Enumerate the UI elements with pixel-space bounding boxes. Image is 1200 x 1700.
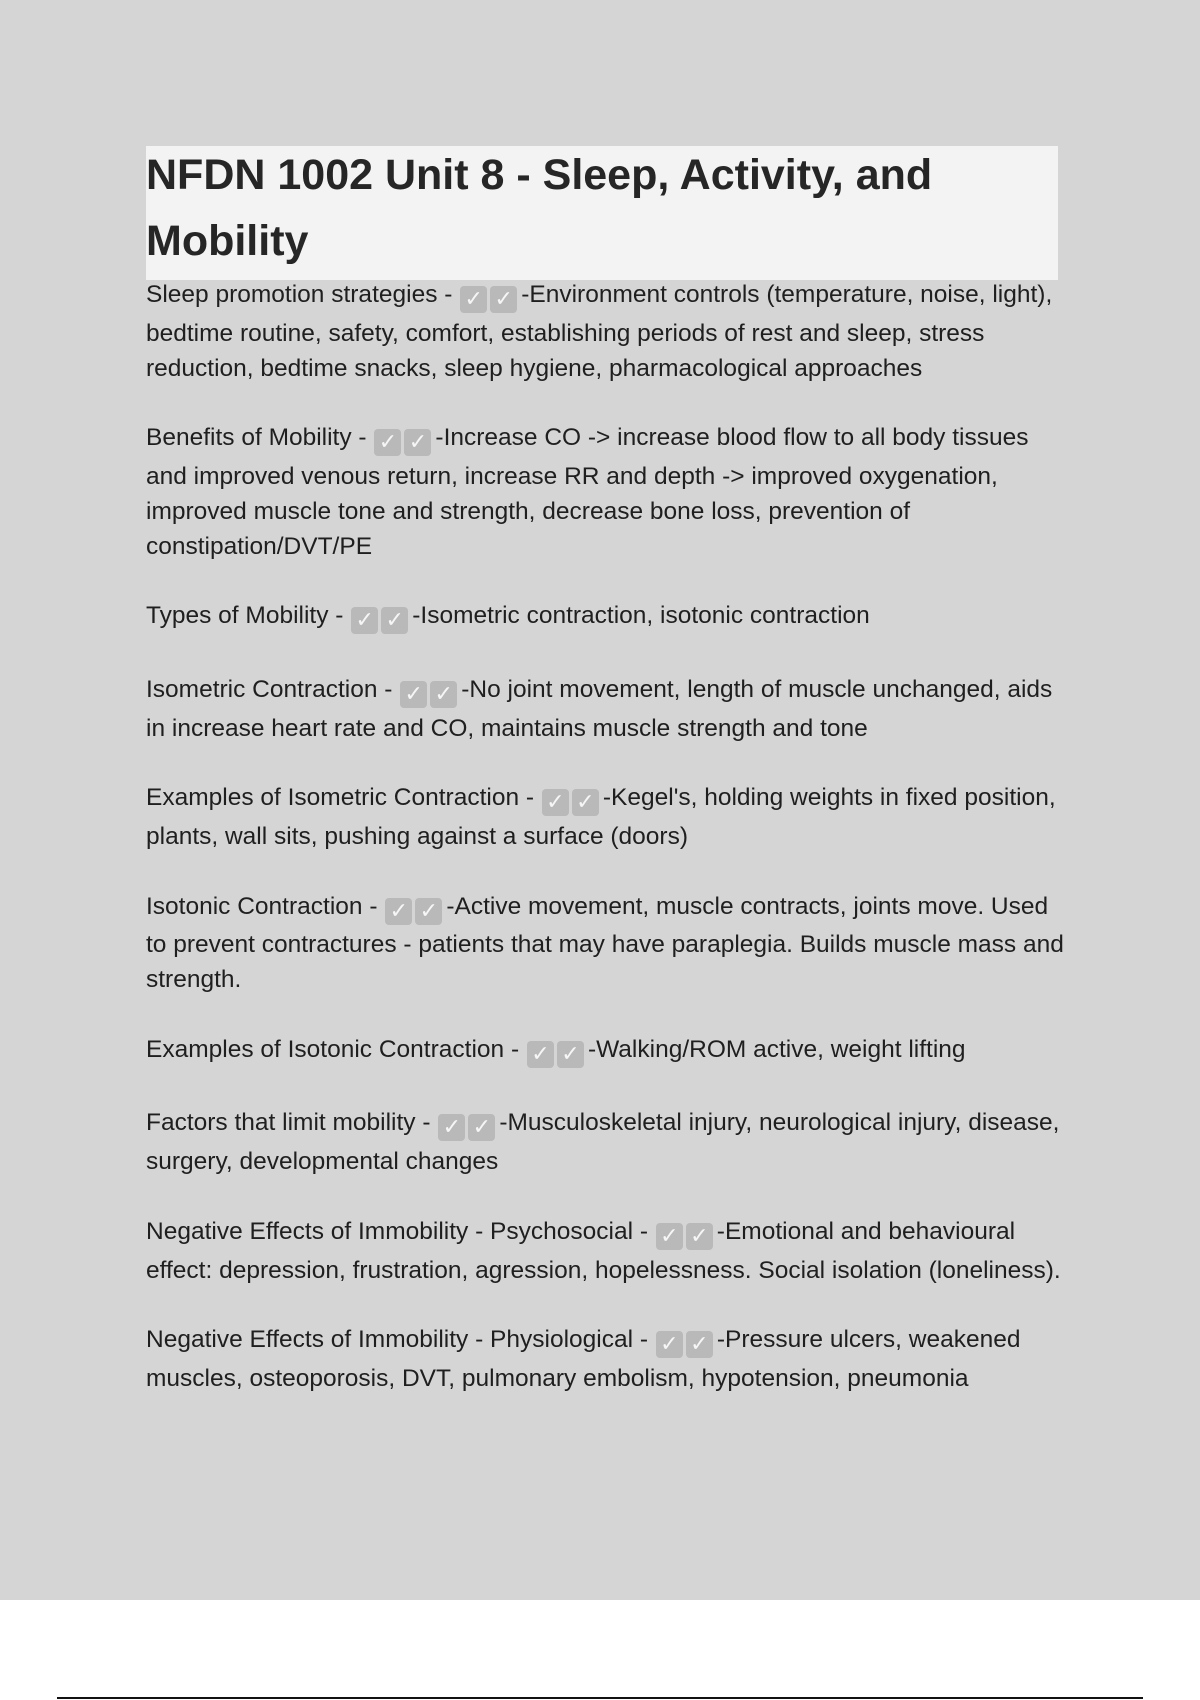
check-icon: ✓: [430, 681, 457, 708]
footer-divider: [57, 1697, 1143, 1699]
check-icon: ✓: [490, 286, 517, 313]
entry-definition: -Walking/ROM active, weight lifting: [587, 1035, 966, 1063]
check-icon: ✓: [400, 681, 427, 708]
check-icon: ✓: [527, 1041, 554, 1068]
double-check-icon: [438, 1110, 498, 1145]
double-check-icon: [656, 1219, 716, 1254]
flashcard-entry: [146, 781, 1066, 855]
check-icon: ✓: [404, 429, 431, 456]
double-check-icon: [542, 785, 602, 820]
check-icon: ✓: [686, 1223, 713, 1250]
flashcard-entry: [146, 1033, 1066, 1072]
entry-term: Benefits of Mobility -: [146, 424, 367, 452]
flashcard-entry: [146, 1323, 1066, 1397]
check-icon: ✓: [385, 898, 412, 925]
entry-definition: -No joint movement, length of muscle unchanged, aids in increase heart rate and CO, maintains muscle strength and tone: [146, 675, 1053, 742]
double-check-icon: [527, 1037, 587, 1072]
flashcard-entry: [146, 599, 1066, 638]
entry-definition: -Isometric contraction, isotonic contraction: [412, 602, 870, 630]
check-icon: ✓: [557, 1041, 584, 1068]
double-check-icon: [374, 425, 434, 460]
check-icon: ✓: [415, 898, 442, 925]
entry-term: Factors that limit mobility -: [146, 1109, 431, 1137]
entry-term: Sleep promotion strategies -: [146, 281, 453, 308]
check-icon: ✓: [438, 1114, 465, 1141]
page-title: NFDN 1002 Unit 8 - Sleep, Activity, and Mobility: [146, 151, 933, 265]
check-icon: ✓: [374, 429, 401, 456]
entry-definition: -Emotional and behavioural effect: depression, frustration, agression, hopelessness. Social isolation (loneliness).: [146, 1217, 1061, 1284]
entry-term: Isotonic Contraction -: [146, 892, 378, 920]
double-check-icon: [351, 603, 411, 638]
flashcard-entry: [146, 1106, 1066, 1180]
check-icon: ✓: [656, 1223, 683, 1250]
entry-term: Examples of Isotonic Contraction -: [146, 1035, 520, 1063]
double-check-icon: [385, 894, 445, 929]
flashcard-entry: [146, 890, 1066, 998]
flashcard-entry: [146, 1215, 1066, 1289]
entry-definition: -Environment controls (temperature, noise, light), bedtime routine, safety, comfort, establishing periods of rest and sleep, stress reduction, bedtime snacks, sleep hygiene, pharmacological approaches: [146, 281, 1053, 382]
flashcard-entry: [146, 278, 1066, 386]
check-icon: ✓: [460, 286, 487, 313]
check-icon: ✓: [468, 1114, 495, 1141]
check-icon: ✓: [656, 1331, 683, 1358]
entry-definition: -Increase CO -> increase blood flow to all body tissues and improved venous return, increase RR and depth -> improved oxygenation, improved muscle tone and strength, decrease bone loss, prevention of constipation/DVT/PE: [146, 424, 1029, 560]
entry-definition: -Musculoskeletal injury, neurological injury, disease, surgery, developmental changes: [146, 1109, 1060, 1176]
flashcard-entry: [146, 673, 1066, 747]
check-icon: ✓: [351, 607, 378, 634]
entry-term: Types of Mobility -: [146, 602, 344, 630]
flashcard-list: [146, 278, 1066, 1432]
check-icon: ✓: [686, 1331, 713, 1358]
entry-term: Negative Effects of Immobility - Physiological -: [146, 1326, 648, 1354]
double-check-icon: [460, 282, 520, 317]
entry-term: Examples of Isometric Contraction -: [146, 784, 535, 812]
double-check-icon: [656, 1327, 716, 1362]
check-icon: ✓: [381, 607, 408, 634]
entry-definition: -Kegel's, holding weights in fixed position, plants, wall sits, pushing against a surface (doors): [146, 784, 1056, 850]
flashcard-entry: [146, 421, 1066, 564]
entry-definition: -Active movement, muscle contracts, joints move. Used to prevent contractures - patients that may have paraplegia. Builds muscle mass and strength.: [146, 892, 1064, 994]
double-check-icon: [400, 677, 460, 712]
entry-definition: -Pressure ulcers, weakened muscles, osteoporosis, DVT, pulmonary embolism, hypotension, pneumonia: [146, 1326, 1021, 1392]
check-icon: ✓: [572, 789, 599, 816]
check-icon: ✓: [542, 789, 569, 816]
entry-term: Negative Effects of Immobility - Psychosocial -: [146, 1217, 648, 1245]
entry-term: Isometric Contraction -: [146, 675, 393, 703]
